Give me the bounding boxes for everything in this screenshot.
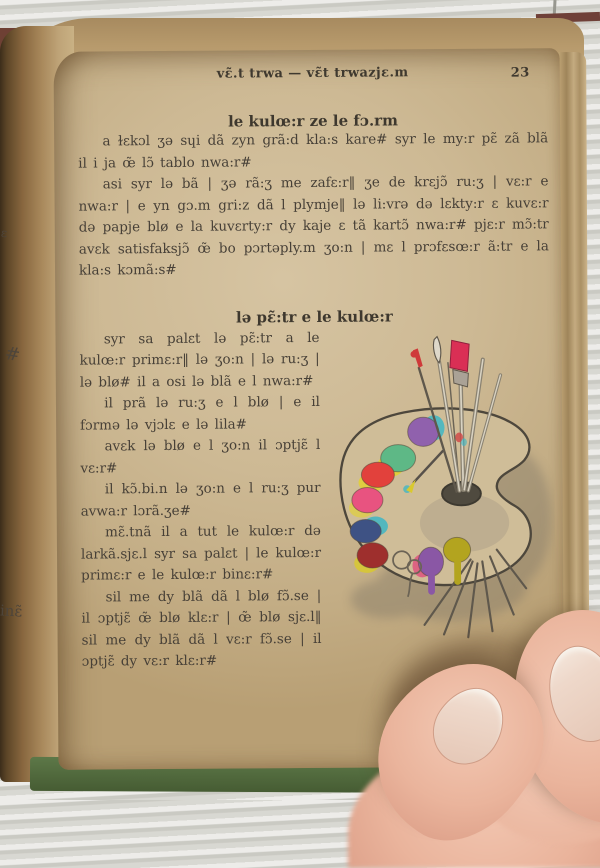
running-header-title: vɛ̃.t trwa — vɛ̃t trwazjɛ.m [216, 65, 409, 82]
gutter-text-fragment: inɛ̃ [0, 601, 23, 621]
paragraph: mɛ̃.tnã il a tut le kulœ:r də larkã.sjɛ.l syr sa palɛt | le kulœ:r primɛ:r e le kulœ:r binɛ:r# [80, 522, 322, 584]
section-title: lə pɛ̃:tr e le kulœ:r [235, 306, 393, 327]
paragraph: il prã lə ru:ʒ e l blø | e il fɔrmə lə vjɔlɛ e lə lila# [80, 393, 321, 434]
paragraph: avɛk lə blø e l ʒo:n il ɔptjɛ̃ l vɛ:r# [80, 436, 321, 477]
paragraph: sil me dy blã dã l blø fɔ̃.se | il ɔptjɛ̃ œ̃ blø klɛ:r | œ̃ blø sjɛ.l‖ sil me dy blã dã l vɛ:r fɔ̃.se | il ɔptjɛ̃ dy vɛ:r klɛ:r# [81, 587, 322, 670]
paragraph: il kɔ̃.bi.n lə ʒo:n e l ru:ʒ pur avwa:r lɔrã.ʒe# [80, 479, 321, 520]
paragraph: a ɫɛkɔl ʒə sɥi dã zyn grã:d kla:s kare# syr le my:r pɛ̃ zã blã il i ja œ̃ lɔ̃ tablo nwa:r# [78, 130, 549, 172]
paragraph: syr sa palɛt lə pɛ̃:tr a le kulœ:r primɛ:r‖ lə ʒo:n | lə ru:ʒ | lə blø# il a osi lə blã e l nwa:r# [79, 329, 320, 391]
palette-illustration [325, 324, 555, 644]
chapter-title: le kulœ:r ze le fɔ.rm [227, 111, 398, 131]
gutter-text-fragment: # [3, 343, 22, 366]
paragraph: asi syr lə bã | ʒə rã:ʒ me zafɛ:r‖ ʒe de krɛjɔ̃ ru:ʒ | vɛ:r e nwa:r | e yn gɔ.m gri:z dã l plymje‖ lə li:vrə də lɛkty:r ɛ kuvɛ:r də papje blø e la kuvɛrty:r dy kaje ɛ tã kartɔ̃ nwa:r# pjɛ:r mɔ̃:tr avɛk satisfaksjɔ̃ œ̃ bo pɔrtəply.m ʒo:n | mɛ l prɔfɛsœ:r ã:tr e la kla:s kɔmã:s# [78, 173, 549, 279]
gutter-text-fragment: ɛ [0, 225, 8, 241]
painter-palette-icon [325, 324, 555, 644]
running-header [78, 64, 548, 82]
page-number: 23 [510, 65, 530, 81]
